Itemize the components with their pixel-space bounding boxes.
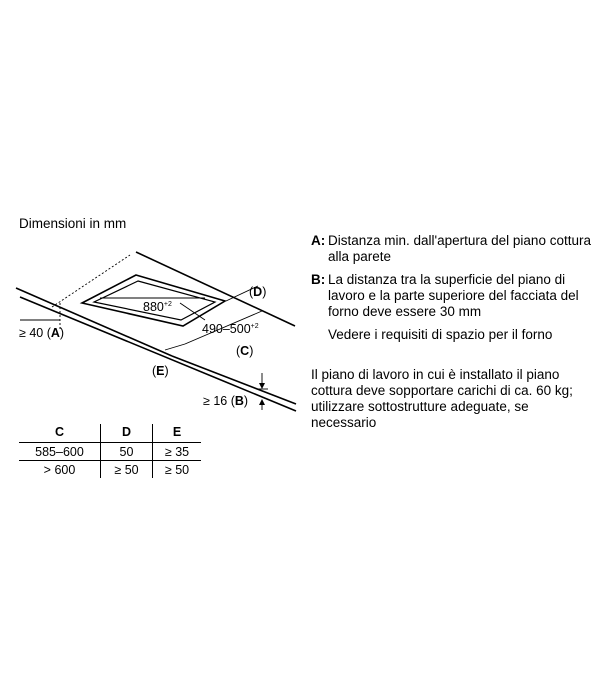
label-d: (D)	[249, 285, 267, 299]
dimension-table	[19, 424, 201, 478]
table-cell: ≥ 35	[153, 443, 202, 461]
table-cell: ≥ 50	[101, 461, 153, 479]
dim-b-arrow-up	[259, 399, 265, 405]
dim-b-arrow-down	[259, 383, 265, 389]
note-load: Il piano di lavoro in cui è installato il piano cottura deve sopportare carichi di ca. 60 kg; utilizzare sottostrutture adeguate, se necessario	[311, 367, 573, 430]
table-cell: > 600	[19, 461, 101, 479]
label-depth: $490-500^{+2}$	[202, 322, 259, 336]
label-b: ≥ 16 (B)	[203, 394, 249, 408]
note-a	[311, 233, 591, 265]
dim-depth-line	[180, 303, 205, 320]
table-row	[19, 443, 201, 461]
note-text: Vedere i requisiti di spazio per il forno	[328, 327, 553, 342]
worktop-back-edge	[136, 252, 295, 326]
table-row	[19, 461, 201, 479]
table-cell: 585–600	[19, 443, 101, 461]
note-text: La distanza tra la superficie del piano di lavoro e la parte superiore del facciata del forno deve essere 30 mm	[328, 272, 579, 319]
table-cell: 50	[101, 443, 153, 461]
note-b	[311, 272, 591, 320]
table-header-d: D	[101, 424, 153, 443]
label-c: (C)	[236, 344, 254, 358]
note-key: B:	[311, 272, 326, 287]
table-header-c: C	[19, 424, 101, 443]
dim-e-line	[165, 344, 185, 350]
note-key: A:	[311, 233, 326, 248]
label-width: $880^{+2}$	[143, 300, 172, 314]
label-e: (E)	[152, 364, 169, 378]
table-header-row	[19, 424, 201, 443]
dimensions-title: Dimensioni in mm	[19, 216, 127, 231]
label-a: ≥ 40 (A)	[19, 326, 65, 340]
notes-panel	[311, 233, 591, 431]
table-cell: ≥ 50	[164, 462, 190, 477]
note-text: Distanza min. dall'apertura del piano cottura alla parete	[328, 233, 591, 264]
note-oven	[311, 327, 591, 343]
table-header-e: E	[153, 424, 202, 443]
